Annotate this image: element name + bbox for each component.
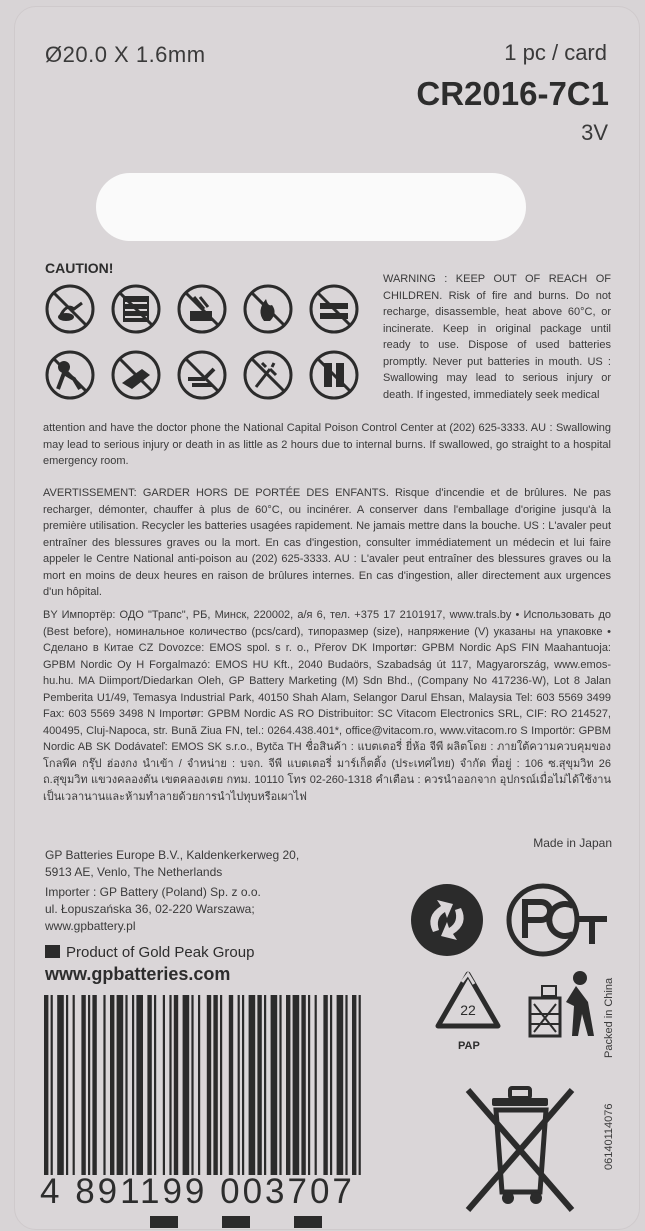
vertical-code: 06140114076 [603,1103,615,1170]
barcode-bar [73,995,75,1175]
barcode-bar [125,995,127,1175]
barcode-bar [315,995,317,1175]
barcode-bar [174,995,178,1175]
no-deform-icon [176,349,228,401]
barcode-bar [301,995,305,1175]
barcode-bar [132,995,134,1175]
barcode-bar [249,995,256,1175]
tidy-man-icon [524,968,602,1048]
barcode-bar [117,995,124,1175]
battery-size: Ø20.0 X 1.6mm [45,42,206,67]
website: www.gpbatteries.com [45,964,231,984]
barcode-bar [103,995,105,1175]
importers-text: BY Импортёр: ОДО "Трапс", РБ, Минск, 220002, а/я 6, тел. +375 17 2101917, www.trals.by • Использовать до (Best before), номинальное количество (pcs/card), типоразмер (size), напряжение (V) указаны на упаковке • Сделано в Китае CZ Dovozce: EMOS spol. s r. o., Přerov DK Importør: GPBM Nordic ApS FIN Maahantuoja: GPBM Nordic Oy H Forgalmazó: EMOS HU Kft., 2040 Budaörs, Szabadság út 117, Magyarország, www.emos-hu.hu. MA Diimport/Diedarkan Oleh, GP Battery Marketing (M) Sdn Bhd., (Company No 417236-W), Lot 8 Jalan Pemberita U1/49, Temasya Industrial Park, 40150 Shah Alam, Selangor Darul Ehsan, Malaysia Tel: 603 5569 3499 Fax: 603 5569 3498 N Importør: GPBM Nordic AS RO Distribuitor: SC Vitacom Electronics SRL, CIF: RO 214527, 400495, Cluj-Napoca, str. Bună Ziua FN, tel.: 0264.438.401*, office@vitacom.ro, www.vitacom.ro S Importör: GPBM Nordic AB SK Dodávateľ: EMOS SK s.r.o., Bytča TH ชื่อสินค้า : แบตเตอรี่ ยี่ห้อ จีพี ผลิตโดย : ภายใต้ความควบคุมของ โกลพีค กรุ๊ป ฮ่องกง นำเข้า / จำหน่าย : บจก. จีพี แบตเตอรี่ มาร์เก็ตติ้ง (ประเทศไทย) จำกัด ที่อยู่ : 106 ซ.สุขุมวิท 26 ถ.สุขุมวิท แขวงคลองตัน เขตคลองเตย กทม. 10110 โทร 02-260-1318 คำเตือน : ควรนำออกจาก อุปกรณ์เมื่อไม่ได้ใช้งานเป็นเวลานานและห้ามทำลายด้วยการนำไปทุบหรือเผาไฟ [43,609,611,803]
barcode-bar [293,995,300,1175]
barcode-bar [207,995,211,1175]
barcode-bar [136,995,143,1175]
barcode-bar [81,995,85,1175]
card-tab [222,1216,250,1228]
barcode-bar [229,995,233,1175]
barcode-bar [345,995,347,1175]
no-children-icon [44,349,96,401]
barcode-bar [191,995,193,1175]
pap-recycle-icon [432,968,504,1040]
made-in: Made in Japan [533,836,612,850]
card-tabs [150,1216,380,1228]
no-mix-icon [110,349,162,401]
no-water-icon [308,349,360,401]
barcode-bar [242,995,244,1175]
pl-importer-line: Importer : GP Battery (Poland) Sp. z o.o. [45,885,261,899]
barcode-bar [323,995,327,1175]
barcode-bar [66,995,68,1175]
rst-certification-icon [503,882,611,958]
barcode-bar [330,995,332,1175]
barcode-bar [92,995,96,1175]
no-swallow-icon [242,349,294,401]
no-charge-icon [176,283,228,335]
barcode-bar [264,995,266,1175]
barcode [44,995,399,1175]
no-fire-icon [44,283,96,335]
barcode-bar [352,995,356,1175]
hang-hole [96,173,526,241]
barcode-bar [257,995,261,1175]
weee-crossed-bin-icon [458,1070,582,1220]
card-tab [294,1216,322,1228]
barcode-bar [51,995,53,1175]
warning-english-continued: attention and have the doctor phone the National Capital Poison Control Center at (202) 625-3333. AU : Swallowing may lead to serious injury or death in as little as 2 hours due to internal burns. If swallowed, go straight to a hospital emergency room. [43,422,611,467]
pl-importer-line: www.gpbattery.pl [45,919,136,933]
barcode-bar [279,995,281,1175]
barcode-bar [337,995,344,1175]
pl-importer-line: ul. Łopuszańska 36, 02-220 Warszawa; [45,902,255,916]
warning-english: WARNING : KEEP OUT OF REACH OF CHILDREN. Risk of fire and burns. Do not recharge, disassemble, heat above 60°C, or incinerate. Keep in original package until ready to use. Dispose of used batteries promptly. Never put batteries in mouth. US : Swallowing may lead to serious injury or death. If ingested, immediately seek medical [383,273,611,401]
barcode-bar [147,995,151,1175]
voltage: 3V [581,120,608,145]
barcode-number: 4 891199 003707 [40,1172,355,1211]
eu-address-line: GP Batteries Europe B.V., Kaldenkerkerweg 20, [45,848,300,862]
barcode-bar [238,995,240,1175]
barcode-bar [163,995,165,1175]
barcode-bar [154,995,156,1175]
no-heat-icon [242,283,294,335]
barcode-bar [88,995,90,1175]
no-disassemble-icon [110,283,162,335]
pap-code: 22 [460,1002,476,1018]
gold-peak-line [45,944,254,961]
barcode-bar [183,995,190,1175]
barcode-bar [286,995,290,1175]
barcode-bar [198,995,200,1175]
eu-address [45,847,299,881]
barcode-bar [359,995,361,1175]
gold-peak-text: Product of Gold Peak Group [66,944,255,961]
green-dot-recycle-icon [405,880,493,960]
barcode-bar [110,995,114,1175]
barcode-bar [271,995,278,1175]
packed-in: Packed in China [603,977,615,1058]
barcode-bar [308,995,310,1175]
card-tab [150,1216,178,1228]
barcode-bar [57,995,64,1175]
pieces-per-card: 1 pc / card [504,40,607,65]
gold-peak-logo-icon [45,945,60,958]
caution-title: CAUTION! [45,260,114,276]
barcode-bar [169,995,171,1175]
barcode-bar [213,995,217,1175]
barcode-bar [220,995,222,1175]
pap-label: PAP [458,1040,480,1052]
barcode-bar [44,995,48,1175]
model-number: CR2016-7C1 [416,75,609,112]
pl-importer [45,884,261,935]
eu-address-line: 5913 AE, Venlo, The Netherlands [45,865,223,879]
no-short-icon [308,283,360,335]
warning-french: AVERTISSEMENT: GARDER HORS DE PORTÉE DES ENFANTS. Risque d'incendie et de brûlures. Ne pas recharger, démonter, chauffer à plus de 60°C, ou incinérer. A conserver dans l'emballage d'origine jusqu'à la première utilisation. Recycler les batteries usagées rapidement. Ne jamais mettre dans la bouche. US : L'avaler peut entraîner des blessures graves ou la mort. En cas d'ingestion, consulter immédiatement un médecin et lui faire appeler le Centre National anti-poison au (202) 625-3333. AU : L'avaler peut entraîner des blessures graves ou la mort en moins de deux heures en raison de brûlures internes. En cas d'ingestion, aller directement aux urgences d'un hôpital. [43,487,611,598]
